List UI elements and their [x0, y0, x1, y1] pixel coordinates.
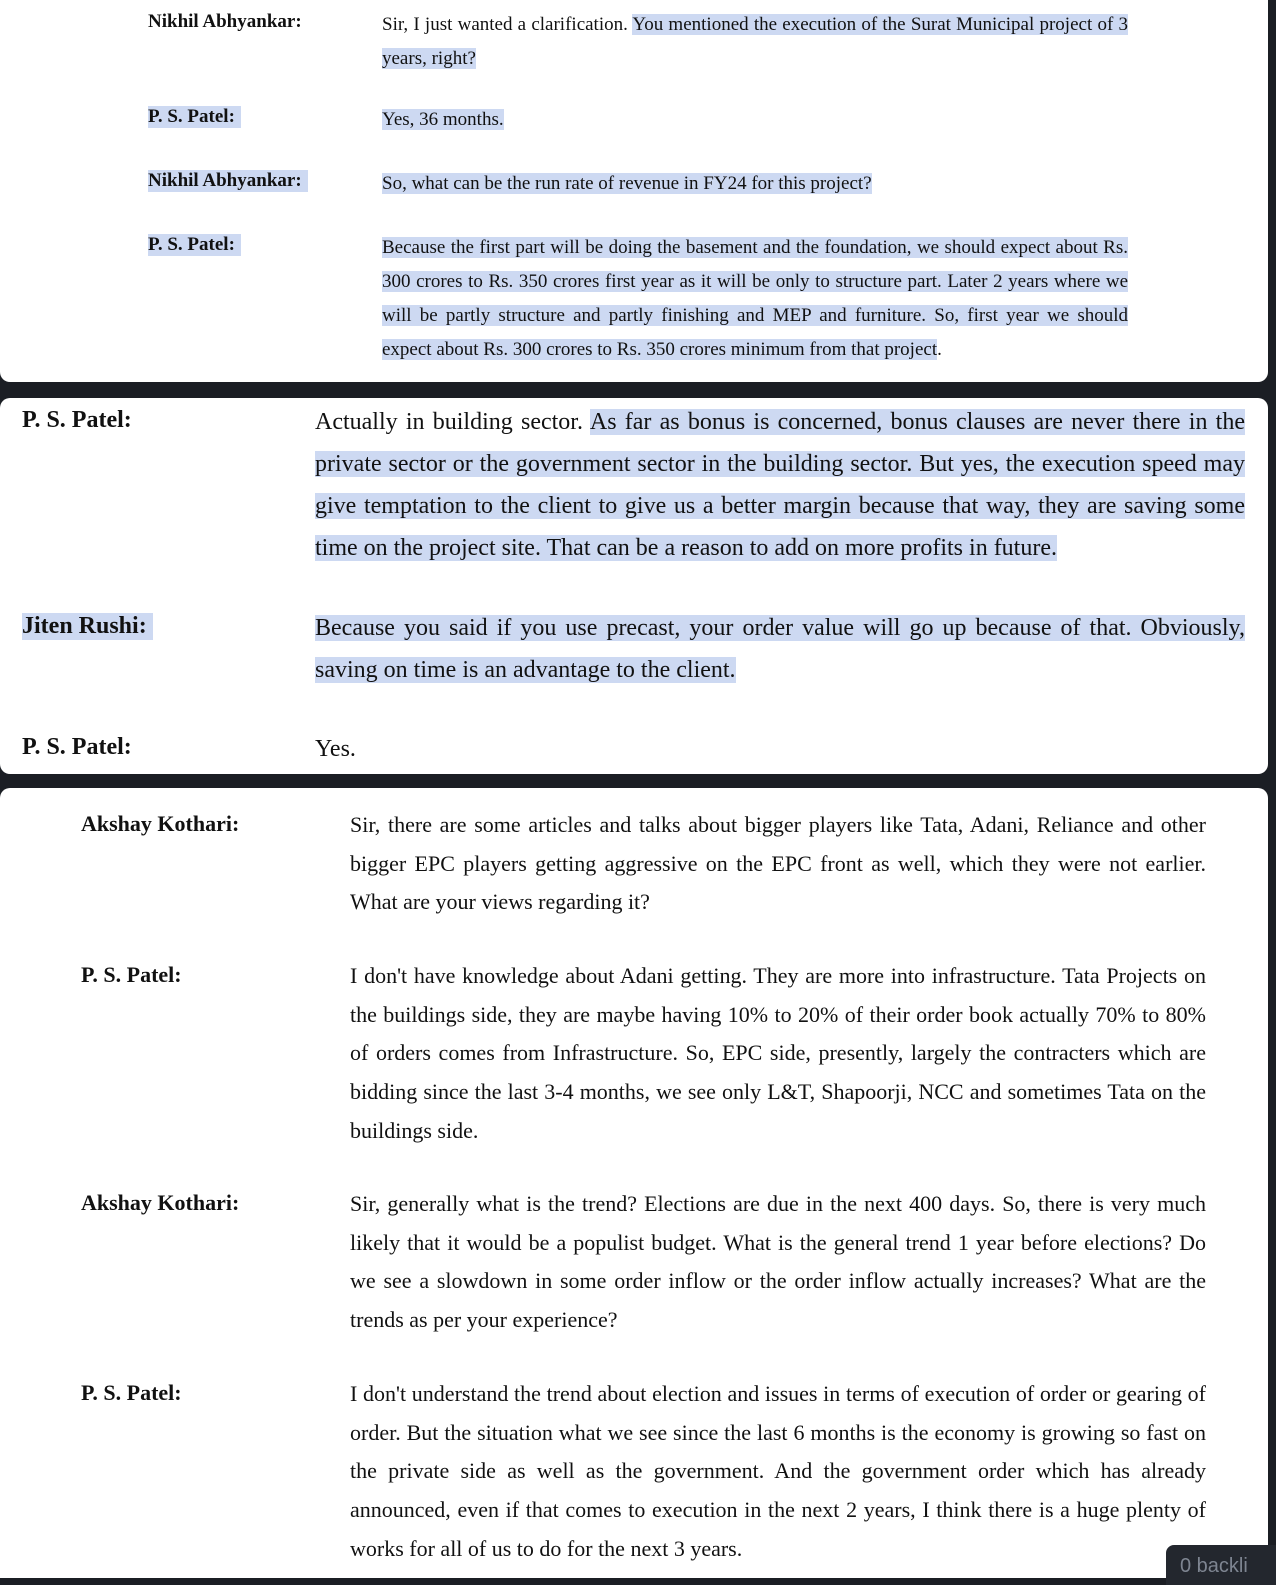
speaker-name: Akshay Kothari:: [81, 811, 240, 836]
speaker-name: P. S. Patel:: [22, 407, 132, 433]
speaker-text: [315, 401, 1245, 569]
speaker-text: [382, 103, 1128, 137]
text-highlighted: You mentioned the execution of the Surat Municipal project of 3 years, right?: [382, 14, 1128, 69]
speaker-text: Sir, there are some articles and talks about bigger players like Tata, Adani, Reliance and other bigger EPC players getting aggressive on the EPC front as well, which they were not earlier. What are your views regarding it?: [350, 812, 1206, 915]
text-highlighted: As far as bonus is concerned, bonus clauses are never there in the private sector or the government sector in the building sector. But yes, the execution speed may give temptation to the client to give us a better margin because that way, they are saving some time on the project site. That can be a reason to add on more profits in future.: [315, 409, 1245, 561]
speaker-name: P. S. Patel:: [22, 734, 132, 760]
text-plain: .: [937, 339, 942, 360]
speaker-name: P. S. Patel:: [81, 1380, 182, 1405]
text-highlighted: Because the first part will be doing the basement and the foundation, we should expect about Rs. 300 crores to Rs. 350 crores first year as it will be only to structure part. Later 2 years where we will be partly structure and partly finishing and MEP and furniture. So, first year we should expect about Rs. 300 crores to Rs. 350 crores minimum from that project: [382, 237, 1128, 360]
text-plain: Actually in building sector.: [315, 409, 590, 435]
speaker-name: Nikhil Abhyankar:: [148, 170, 308, 192]
speaker-text: [382, 8, 1128, 76]
speaker-text: I don't understand the trend about election and issues in terms of execution of order or gearing of order. But the situation what we see since the last 6 months is the economy is growing so fast on the private side as well as the government. And the government order which has already announced, even if that comes to execution in the next 2 years, I think there is a huge plenty of works for all of us to do for the next 3 years.: [350, 1381, 1206, 1561]
transcript-panel-3: [0, 788, 1268, 1578]
text-highlighted: So, what can be the run rate of revenue in FY24 for this project?: [382, 173, 872, 194]
text-plain: Yes.: [315, 736, 356, 762]
speaker-text: [315, 728, 1245, 770]
transcript-panel-1: [0, 0, 1268, 382]
speaker-name: Nikhil Abhyankar:: [148, 11, 302, 32]
speaker-name: P. S. Patel:: [148, 106, 241, 128]
speaker-name: Akshay Kothari:: [81, 1190, 240, 1215]
speaker-name: P. S. Patel:: [148, 234, 241, 256]
text-highlighted: Because you said if you use precast, your order value will go up because of that. Obviously, saving on time is an advantage to the client.: [315, 615, 1245, 683]
text-highlighted: Yes, 36 months.: [382, 109, 504, 130]
transcript-panel-2: [0, 398, 1268, 774]
speaker-text: Sir, generally what is the trend? Elections are due in the next 400 days. So, there is very much likely that it would be a populist budget. What is the general trend 1 year before elections? Do we see a slowdown in some order inflow or the order inflow actually increases? What are the trends as per your experience?: [350, 1191, 1206, 1333]
backlinks-button[interactable]: 0 backli: [1166, 1545, 1276, 1585]
speaker-text: [382, 167, 1128, 201]
speaker-name: P. S. Patel:: [81, 962, 182, 987]
text-plain: Sir, I just wanted a clarification.: [382, 14, 633, 35]
speaker-text: I don't have knowledge about Adani getting. They are more into infrastructure. Tata Projects on the buildings side, they are maybe having 10% to 20% of their order book actually 70% to 80% of orders comes from Infrastructure. So, EPC side, presently, largely the contracters which are bidding since the last 3-4 months, we see only L&T, Shapoorji, NCC and sometimes Tata on the buildings side.: [350, 963, 1206, 1143]
speaker-text: [382, 231, 1128, 367]
speaker-name: Jiten Rushi:: [22, 613, 153, 640]
speaker-text: [315, 607, 1245, 691]
